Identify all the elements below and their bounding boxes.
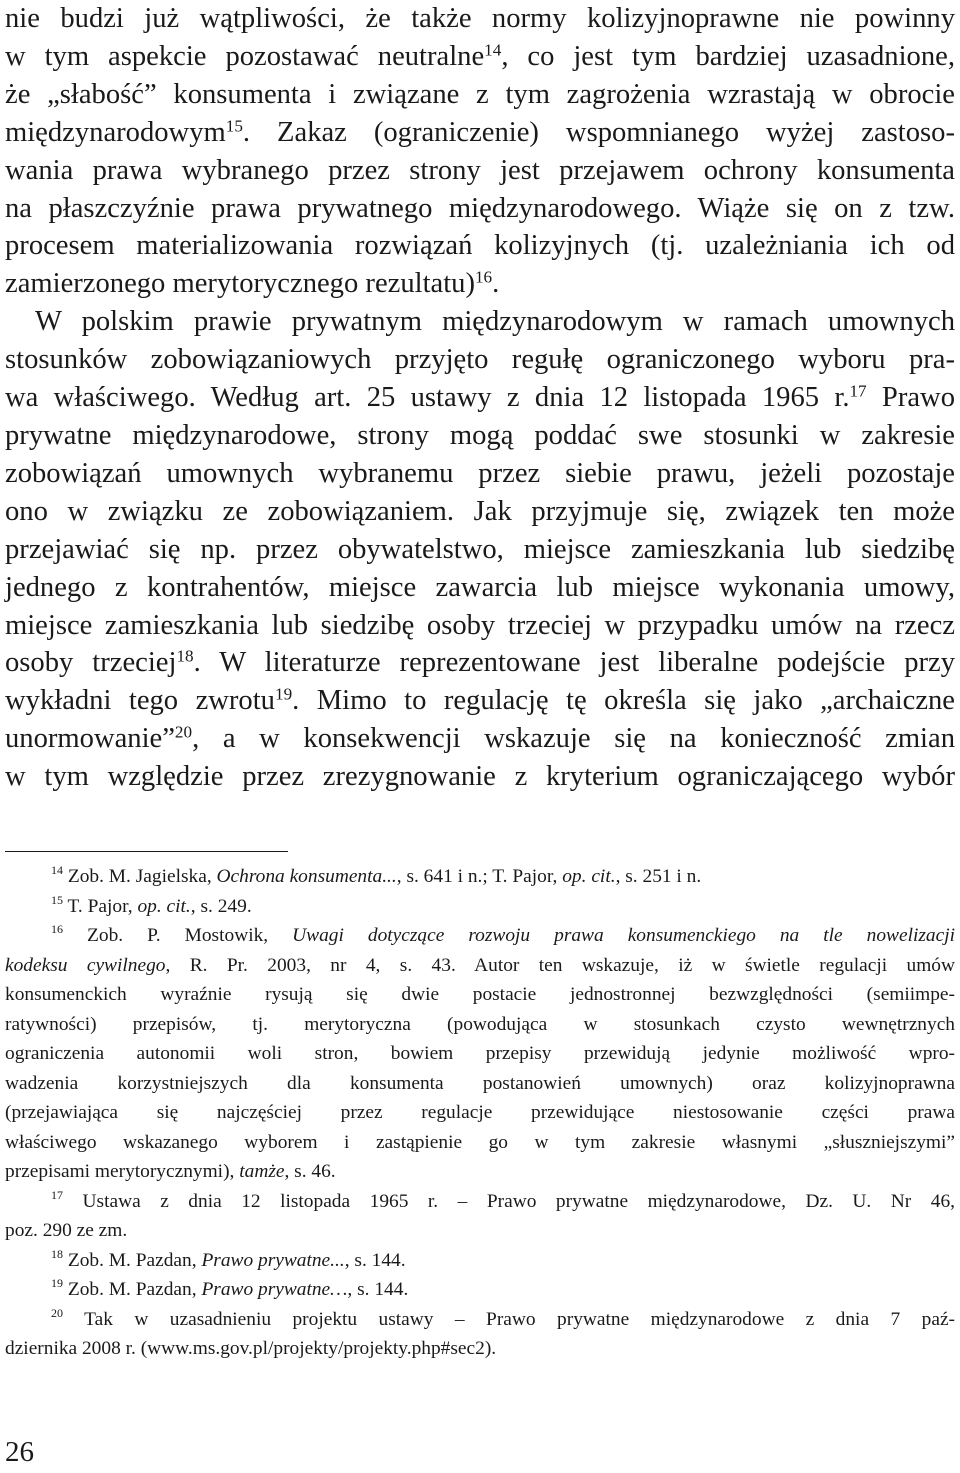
footnote-15: $^{15}$ T. Pajor, op. cit., s. 249. <box>51 892 252 917</box>
body-line: wa właściwego. Według art. 25 ustawy z dnia 12 listopada 1965 r.$^{17}$ Prawo <box>5 381 955 414</box>
body-line: wania prawa wybranego przez strony jest przejawem ochrony konsumenta <box>5 154 955 186</box>
body-line: że „słabość” konsumenta i związane z tym zagrożenia wzrastają w obrocie <box>5 78 955 110</box>
paragraph-start: W polskim prawie prywatnym międzynarodowym w ramach umownych <box>35 306 955 338</box>
body-line: osoby trzeciej$^{18}$. W literaturze reprezentowane jest liberalne podejście przy <box>5 646 956 679</box>
footnote-line: kodeksu cywilnego, R. Pr. 2003, nr 4, s. 43. Autor ten wskazuje, iż w świetle regulacji umów <box>5 954 955 976</box>
body-line: zamierzonego merytorycznego rezultatu)$^{16}$. <box>5 267 500 300</box>
footnote-20: $^{20}$ Tak w uzasadnieniu projektu ustawy – Prawo prywatne międzynarodowe z dnia 7 paź- <box>51 1305 956 1330</box>
body-line: jednego z kontrahentów, miejsce zawarcia lub miejsce wykonania umowy, <box>5 571 955 603</box>
footnote-ref[interactable]: 17 <box>849 381 867 401</box>
footnote-line: poz. 290 ze zm. <box>5 1220 128 1241</box>
footnote-19: $^{19}$ Zob. M. Pazdan, Prawo prywatne…, s. 144. <box>51 1276 409 1300</box>
body-line: ono w związku ze zobowiązaniem. Jak przyjmuje się, związek ten może <box>5 495 955 527</box>
body-line: w tym aspekcie pozostawać neutralne$^{14}$, co jest tym bardziej uzasadnione, <box>5 40 955 72</box>
body-line: zobowiązań umownych wybranemu przez siebie prawu, jeżeli pozostaje <box>5 457 955 489</box>
page-number: 26 <box>5 1436 34 1468</box>
footnote-16: $^{16}$ Zob. P. Mostowik, Uwagi dotyczące rozwoju prawa konsumenckiego na tle nowelizacji <box>51 922 955 946</box>
body-line: wykładni tego zwrotu$^{19}$. Mimo to regulację tę określa się jako „archaiczne <box>5 684 956 717</box>
footnote-number: 18 <box>51 1246 64 1261</box>
footnote-separator <box>5 851 288 852</box>
body-line: przejawiać się np. przez obywatelstwo, miejsce zamieszkania lub siedzibę <box>5 533 955 565</box>
footnote-number: 17 <box>51 1187 64 1202</box>
footnote-number: 15 <box>51 892 64 907</box>
footnote-line: ratywności) przepisów, tj. merytoryczna (powodująca w stosunkach czysto wewnętrznych <box>5 1013 955 1035</box>
footnote-line: konsumenckich wyraźnie rysują się dwie postacie jednostronnej bezwzględności (semiimpe- <box>5 984 955 1005</box>
footnote-number: 16 <box>51 922 64 937</box>
footnote-ref[interactable]: 14 <box>484 40 502 60</box>
body-line: unormowanie”$^{20}$, a w konsekwencji wskazuje się na konieczność zmian <box>5 722 955 755</box>
footnote-ref[interactable]: 18 <box>176 646 194 666</box>
body-line: nie budzi już wątpliwości, że także normy kolizyjnoprawne nie powinny <box>5 3 955 34</box>
footnote-number: 20 <box>51 1305 64 1320</box>
footnote-line: ograniczenia autonomii woli stron, bowiem przepisy przewidują jedynie możliwość wpro- <box>5 1043 955 1064</box>
footnote-17: $^{17}$ Ustawa z dnia 12 listopada 1965 r. – Prawo prywatne międzynarodowe, Dz. U. Nr 46, <box>51 1187 955 1212</box>
body-line: procesem materializowania rozwiązań kolizyjnych (tj. uzależniania ich od <box>5 230 955 262</box>
body-line: na płaszczyźnie prawa prywatnego międzynarodowego. Wiąże się on z tzw. <box>5 192 955 224</box>
footnote-ref[interactable]: 19 <box>274 684 293 704</box>
footnote-ref[interactable]: 15 <box>225 116 243 136</box>
body-line: międzynarodowym$^{15}$. Zakaz (ograniczenie) wspomnianego wyżej zastoso- <box>5 116 955 148</box>
footnote-number: 19 <box>51 1276 64 1291</box>
body-line: prywatne międzynarodowe, strony mogą poddać swe stosunki w zakresie <box>5 419 955 451</box>
footnote-ref[interactable]: 16 <box>474 267 493 287</box>
footnote-line: wadzenia korzystniejszych dla konsumenta postanowień umownych) oraz kolizyjnoprawna <box>5 1072 955 1094</box>
footnote-line: dziernika 2008 r. (www.ms.gov.pl/projekty/projekty.php#sec2). <box>5 1338 497 1359</box>
footnotes <box>5 862 955 1364</box>
footnote-14: $^{14}$ Zob. M. Jagielska, Ochrona konsumenta..., s. 641 i n.; T. Pajor, op. cit., s. 251 i n. <box>51 863 702 887</box>
footnote-line: (przejawiająca się najczęściej przez regulacje przewidujące niestosowanie części prawa <box>5 1102 955 1123</box>
footnote-line: właściwego wskazanego wyborem i zastąpienie go w tym zakresie własnymi „słuszniejszymi” <box>5 1131 955 1153</box>
body-text <box>5 0 955 796</box>
footnote-number: 14 <box>51 863 64 878</box>
body-line: w tym względzie przez zrezygnowanie z kryterium ograniczającego wybór <box>5 761 955 793</box>
footnote-18: $^{18}$ Zob. M. Pazdan, Prawo prywatne..., s. 144. <box>51 1246 406 1271</box>
footnote-line: przepisami merytorycznymi), tamże, s. 46. <box>5 1161 336 1182</box>
footnote-ref[interactable]: 20 <box>174 722 193 742</box>
body-line: stosunków zobowiązaniowych przyjęto regułę ograniczonego wyboru pra- <box>5 344 955 376</box>
body-line: miejsce zamieszkania lub siedzibę osoby trzeciej w przypadku umów na rzecz <box>5 609 955 641</box>
